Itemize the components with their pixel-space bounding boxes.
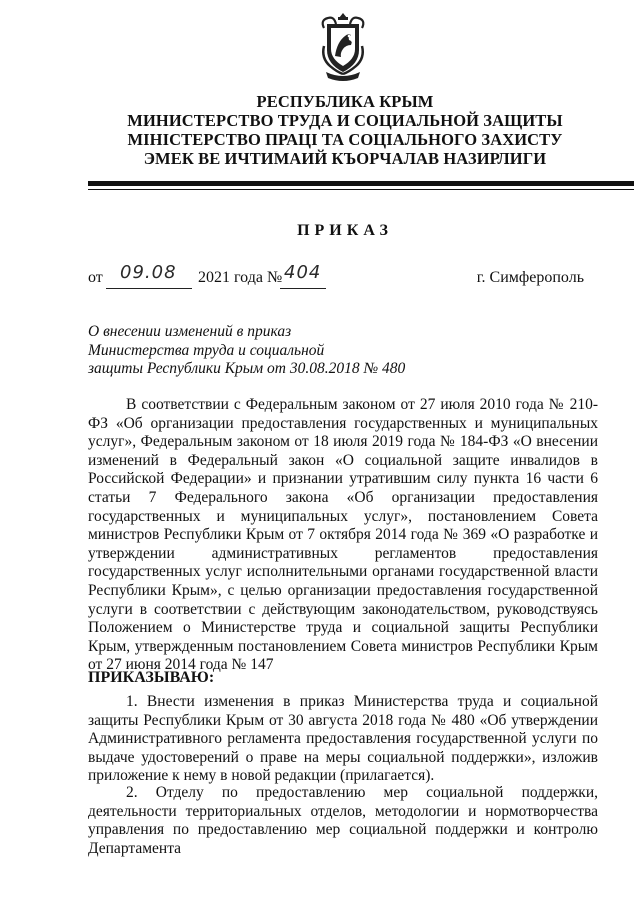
crimea-coat-of-arms-emblem bbox=[318, 10, 368, 86]
header-ministry-ua: МІНІСТЕРСТВО ПРАЦІ ТА СОЦІАЛЬНОГО ЗАХИСТУ bbox=[127, 130, 563, 149]
number-underline bbox=[280, 288, 326, 289]
header-republic: РЕСПУБЛИКА КРЫМ bbox=[256, 92, 434, 111]
handwritten-date: 09.08 bbox=[120, 262, 177, 283]
subject-line: О внесении изменений в приказ bbox=[88, 323, 292, 340]
header-ministry-crh: ЭМЕК ВЕ ИЧТИМАИЙ КЪОРЧАЛАВ НАЗИРЛИГИ bbox=[143, 149, 547, 168]
header-divider-thin bbox=[88, 189, 634, 190]
order-item-2: 2. Отделу по предоставлению мер социальной поддержки, деятельности территориальных отделов, методологии и нормотворчества управления по предоставлению мер социальной поддержки и контролю Департамента bbox=[88, 784, 598, 857]
order-subject bbox=[88, 323, 405, 379]
order-item-1: 1. Внести изменения в приказ Министерства труда и социальной защиты Республики Крым от 30 августа 2018 года № 480 «Об утверждении Административного регламента предоставления государственной услуги по выдаче удостоверений о праве на меры социальной поддержки», изложив приложение к нему в новой редакции (прилагается). bbox=[88, 693, 598, 785]
header-divider-thick bbox=[88, 181, 634, 186]
year-number-label: 2021 года № bbox=[198, 269, 283, 286]
date-underline bbox=[106, 288, 192, 289]
preamble-paragraph: В соответствии с Федеральным законом от 27 июля 2010 года № 210-ФЗ «Об организации предоставления государственных и муниципальных услуг», Федеральным законом от 18 июля 2019 года № 184-ФЗ «О внесении изменений в Федеральный закон «О социальной защите инвалидов в Российской Федерации» и признании утратившим силу пункта 16 части 6 статьи 7 Федерального закона «Об организации предоставления государственных и муниципальных услуг», постановлением Совета министров Республики Крым от 7 октября 2014 года № 369 «О разработке и утверждении административных регламентов предоставления государственных услуг исполнительными органами государственной власти Республики Крым», с целью организации предоставления государственной услуги в соответствии с действующим законодательством, руководствуясь Положением о Министерстве труда и социальной защиты Республики Крым, утвержденным постановлением Совета министров Республики Крым от 27 июня 2014 года № 147 bbox=[88, 396, 598, 674]
city-label: г. Симферополь bbox=[476, 269, 584, 286]
document-title: ПРИКАЗ bbox=[297, 222, 393, 239]
handwritten-order-number: 404 bbox=[284, 262, 322, 283]
date-from-label: от bbox=[88, 269, 103, 286]
order-directive-heading: ПРИКАЗЫВАЮ: bbox=[88, 669, 215, 686]
subject-line: защиты Республики Крым от 30.08.2018 № 480 bbox=[88, 360, 406, 377]
subject-line: Министерства труда и социальной bbox=[88, 341, 325, 359]
header-ministry-ru: МИНИСТЕРСТВО ТРУДА И СОЦИАЛЬНОЙ ЗАЩИТЫ bbox=[127, 111, 563, 130]
